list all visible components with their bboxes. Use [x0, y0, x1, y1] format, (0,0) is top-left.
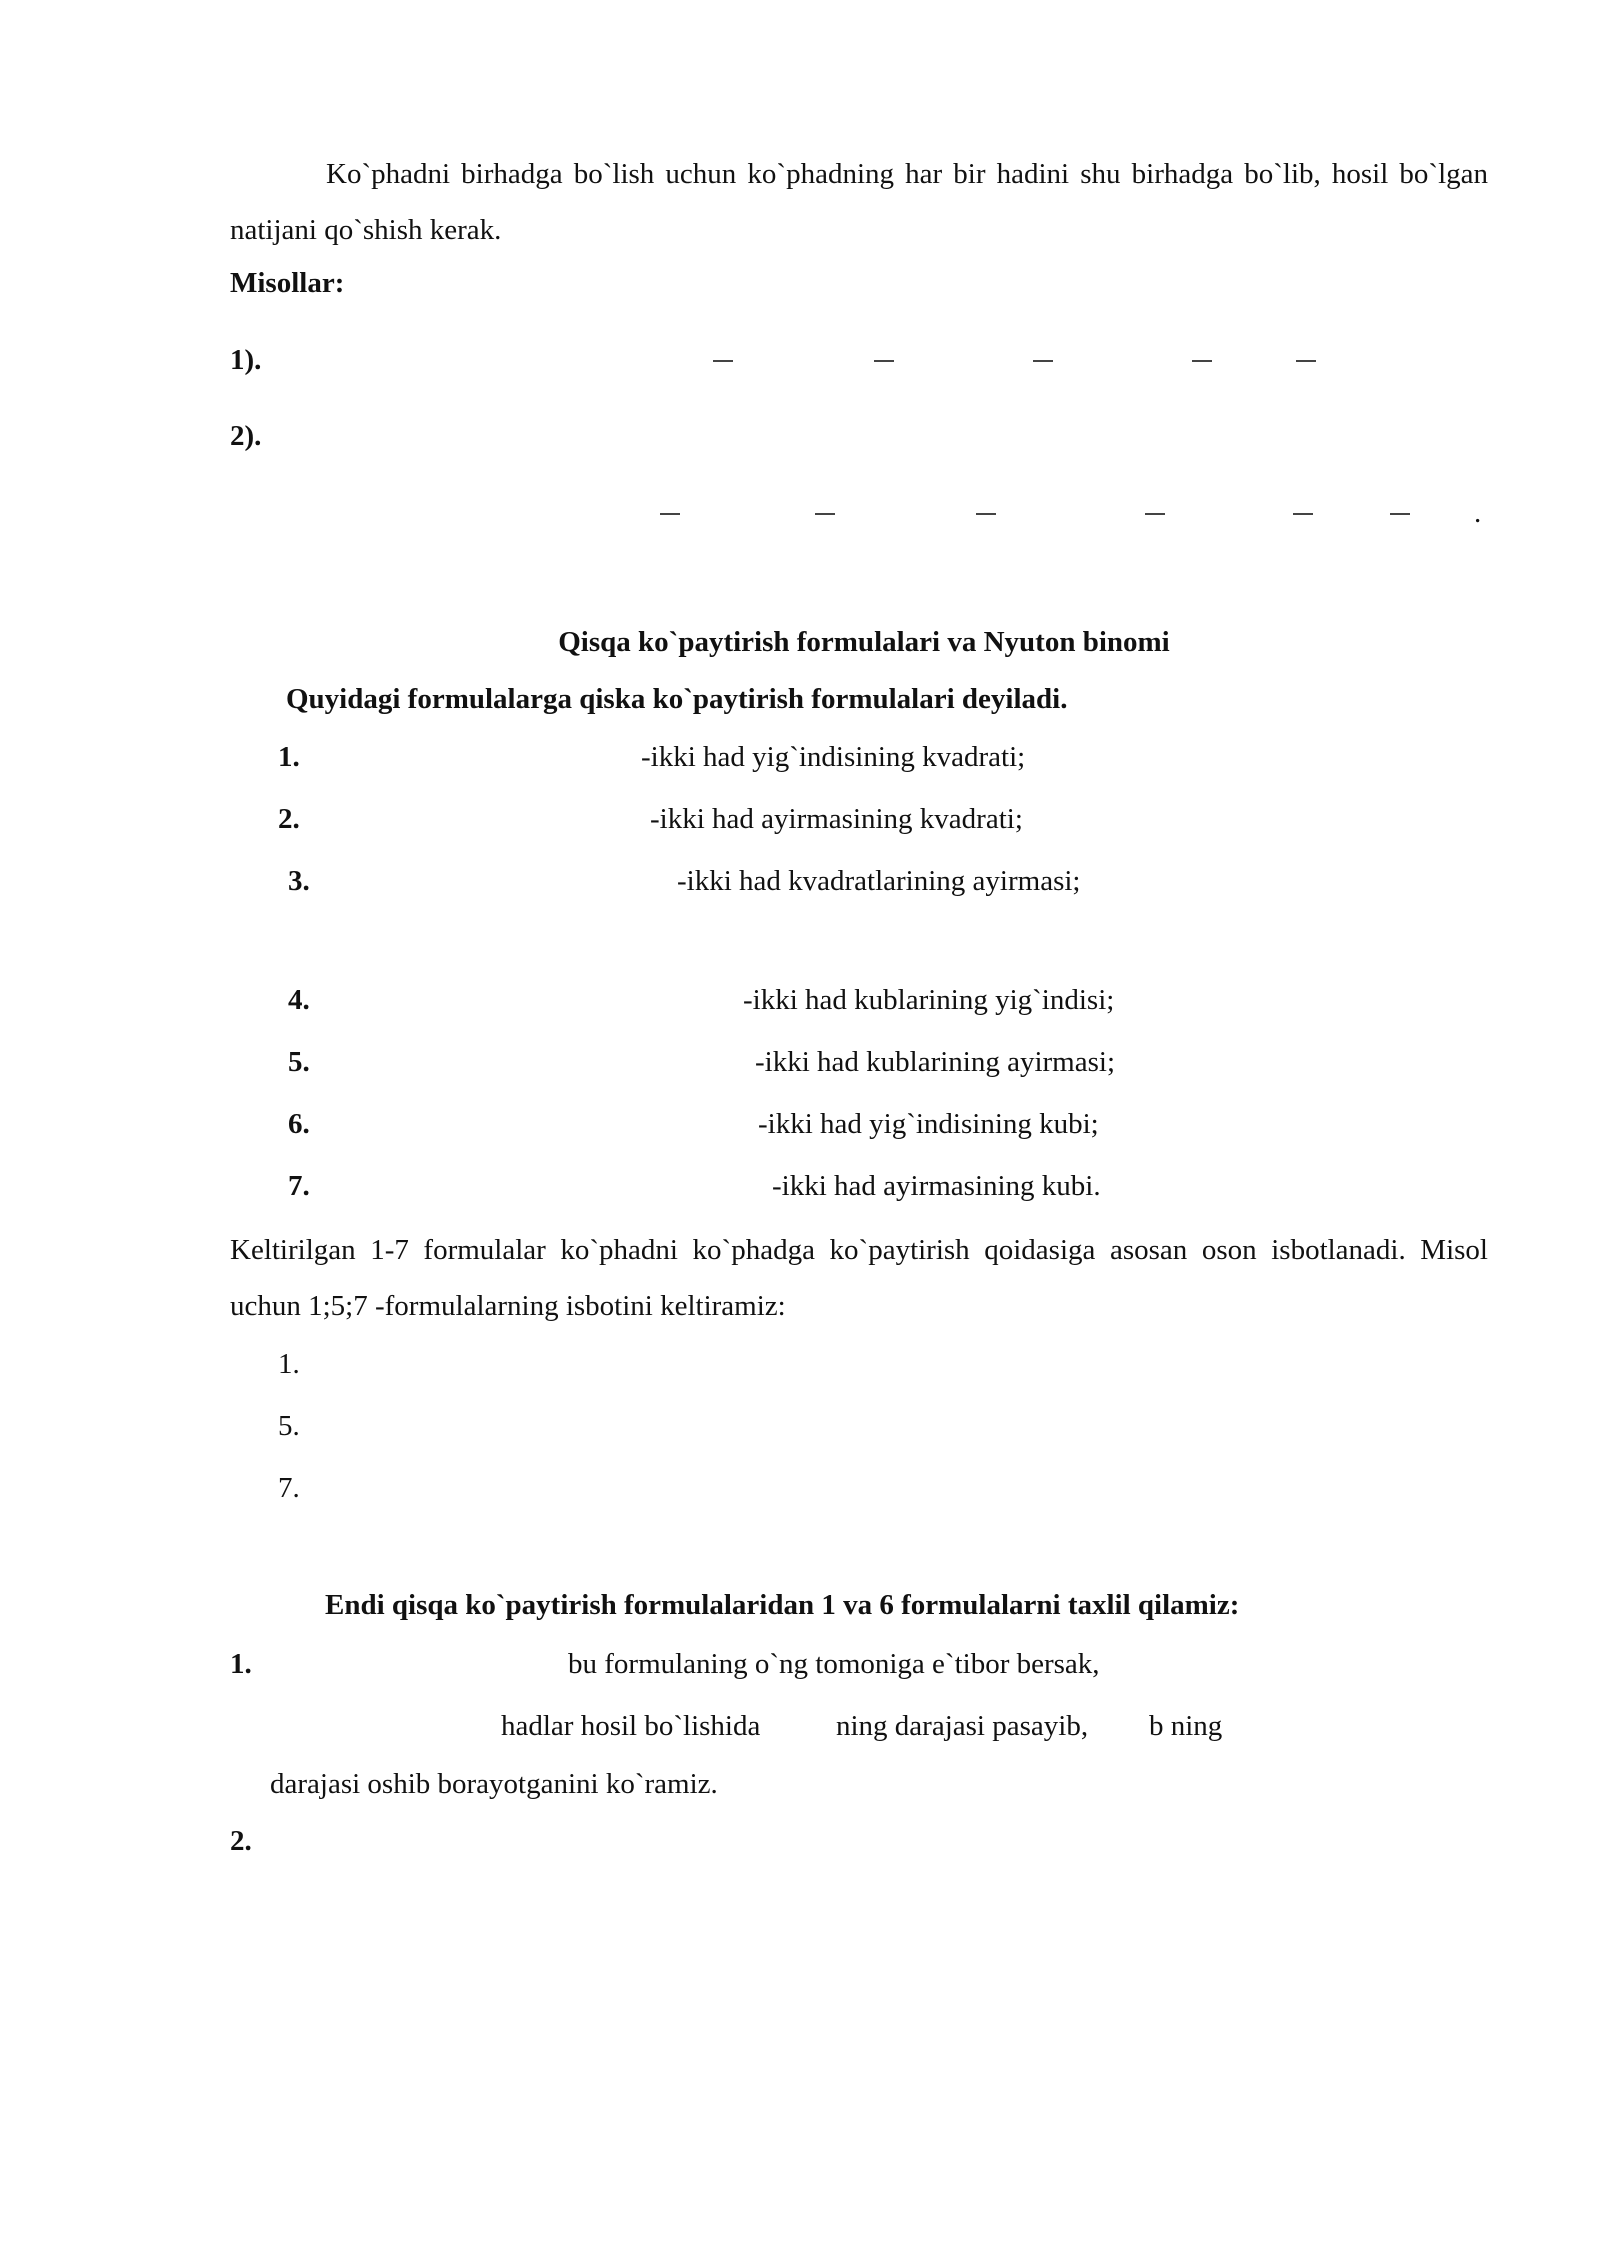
formula-description: -ikki had ayirmasining kubi. — [772, 1170, 1101, 1202]
examples-heading: Misollar: — [230, 267, 345, 299]
analysis-1-text: darajasi oshib borayotganini ko`ramiz. — [270, 1768, 718, 1800]
example-1-label: 1). — [230, 344, 262, 376]
formula-description: -ikki had yig`indisining kvadrati; — [641, 741, 1026, 773]
formula-number: 5. — [288, 1046, 310, 1078]
analysis-1-text: b ning — [1149, 1710, 1223, 1742]
formula-number: 7. — [288, 1170, 310, 1202]
formula-description: -ikki had kublarining ayirmasi; — [755, 1046, 1116, 1078]
section-subtitle: Quyidagi formulalarga qiska ko`paytirish formulalari deyiladi. — [286, 683, 1068, 715]
formula-description: -ikki had kublarining yig`indisi; — [743, 984, 1115, 1016]
section-title: Qisqa ko`paytirish formulalari va Nyuton binomi — [558, 626, 1170, 658]
fraction-bar — [1033, 360, 1053, 362]
analysis-2-number: 2. — [230, 1825, 252, 1857]
proof-number: 1. — [278, 1348, 300, 1380]
fraction-bar — [1390, 513, 1410, 515]
formula-description: -ikki had kvadratlarining ayirmasi; — [677, 865, 1081, 897]
fraction-bar — [1293, 513, 1313, 515]
example-2-period: . — [1474, 497, 1482, 529]
formula-number: 3. — [288, 865, 310, 897]
formula-number: 1. — [278, 741, 300, 773]
example-2-label: 2). — [230, 420, 262, 452]
proof-number: 5. — [278, 1410, 300, 1442]
fraction-bar — [713, 360, 733, 362]
intro-paragraph: Ko`phadni birhadga bo`lish uchun ko`phadning har bir hadini shu birhadga bo`lib, hosil bo`lgan natijani qo`shish kerak. — [230, 158, 1488, 246]
formula-number: 6. — [288, 1108, 310, 1140]
fraction-bar — [1192, 360, 1212, 362]
formula-description: -ikki had yig`indisining kubi; — [758, 1108, 1099, 1140]
analysis-1-text: hadlar hosil bo`lishida — [501, 1710, 761, 1742]
formula-number: 2. — [278, 803, 300, 835]
section2-title: Endi qisqa ko`paytirish formulalaridan 1 va 6 formulalarni taxlil qilamiz: — [325, 1589, 1240, 1621]
fraction-bar — [1296, 360, 1316, 362]
proof-number: 7. — [278, 1472, 300, 1504]
fraction-bar — [976, 513, 996, 515]
formula-description: -ikki had ayirmasining kvadrati; — [650, 803, 1023, 835]
fraction-bar — [1145, 513, 1165, 515]
fraction-bar — [815, 513, 835, 515]
analysis-1-text: ning darajasi pasayib, — [836, 1710, 1089, 1742]
fraction-bar — [874, 360, 894, 362]
proof-intro-paragraph: Keltirilgan 1-7 formulalar ko`phadni ko`phadga ko`paytirish qoidasiga asosan oson isbotlanadi. Misol uchun 1;5;7 -formulalarning isbotini keltiramiz: — [230, 1234, 1488, 1322]
analysis-1-text: bu formulaning o`ng tomoniga e`tibor bersak, — [568, 1648, 1100, 1680]
analysis-1-number: 1. — [230, 1648, 252, 1680]
fraction-bar — [660, 513, 680, 515]
formula-number: 4. — [288, 984, 310, 1016]
